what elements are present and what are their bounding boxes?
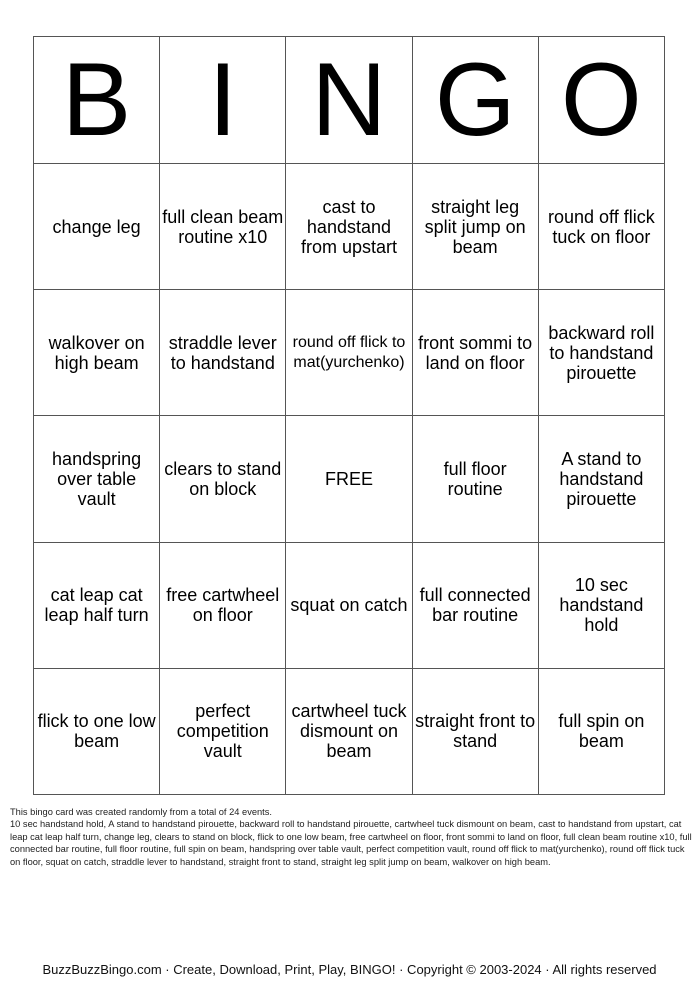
card-cell: front sommi to land on floor (412, 290, 538, 416)
card-row (34, 164, 665, 290)
card-cell: 10 sec handstand hold (538, 542, 664, 668)
card-cell: full floor routine (412, 416, 538, 542)
header-letter-b: B (34, 37, 160, 164)
card-cell: change leg (34, 164, 160, 290)
card-cell: perfect competition vault (160, 668, 286, 794)
description-intro: This bingo card was created randomly from a total of 24 events. (10, 807, 272, 817)
card-cell: cat leap cat leap half turn (34, 542, 160, 668)
card-cell: full connected bar routine (412, 542, 538, 668)
card-cell: cast to handstand from upstart (286, 164, 412, 290)
card-cell: full spin on beam (538, 668, 664, 794)
footer-copyright: BuzzBuzzBingo.com · Create, Download, Print, Play, BINGO! · Copyright © 2003-2024 · All rights reserved (42, 962, 657, 977)
card-cell: clears to stand on block (160, 416, 286, 542)
card-cell: straddle lever to handstand (160, 290, 286, 416)
card-cell: handspring over table vault (34, 416, 160, 542)
header-letter-o: O (538, 37, 664, 164)
header-letter-g: G (412, 37, 538, 164)
description-events: 10 sec handstand hold, A stand to handstand pirouette, backward roll to handstand pirouette, cartwheel tuck dismount on beam, cast to handstand from upstart, cat leap cat leap half turn, change leg, clears to stand on block, flick to one low beam, free cartwheel on floor, front sommi to land on floor, full clean beam routine x10, full connected bar routine, full floor routine, full spin on beam, handspring over table vault, perfect competition vault, round off flick to mat(yurchenko), round off flick tuck on floor, squat on catch, straddle lever to handstand, straight front to stand, straight leg split jump on beam, walkover on high beam. (10, 819, 692, 867)
card-row (34, 290, 665, 416)
card-cell: round off flick to mat(yurchenko) (286, 290, 412, 416)
card-cell: round off flick tuck on floor (538, 164, 664, 290)
card-cell: A stand to handstand pirouette (538, 416, 664, 542)
card-cell: backward roll to handstand pirouette (538, 290, 664, 416)
card-cell: straight front to stand (412, 668, 538, 794)
card-cell: full clean beam routine x10 (160, 164, 286, 290)
free-space-cell: FREE (286, 416, 412, 542)
card-description (10, 806, 692, 868)
header-row (34, 37, 665, 164)
bingo-card (33, 36, 665, 795)
card-cell: squat on catch (286, 542, 412, 668)
card-cell: flick to one low beam (34, 668, 160, 794)
card-cell: walkover on high beam (34, 290, 160, 416)
header-letter-n: N (286, 37, 412, 164)
card-cell: straight leg split jump on beam (412, 164, 538, 290)
card-row (34, 416, 665, 542)
card-cell: cartwheel tuck dismount on beam (286, 668, 412, 794)
card-cell: free cartwheel on floor (160, 542, 286, 668)
header-letter-i: I (160, 37, 286, 164)
card-row (34, 668, 665, 794)
card-row (34, 542, 665, 668)
